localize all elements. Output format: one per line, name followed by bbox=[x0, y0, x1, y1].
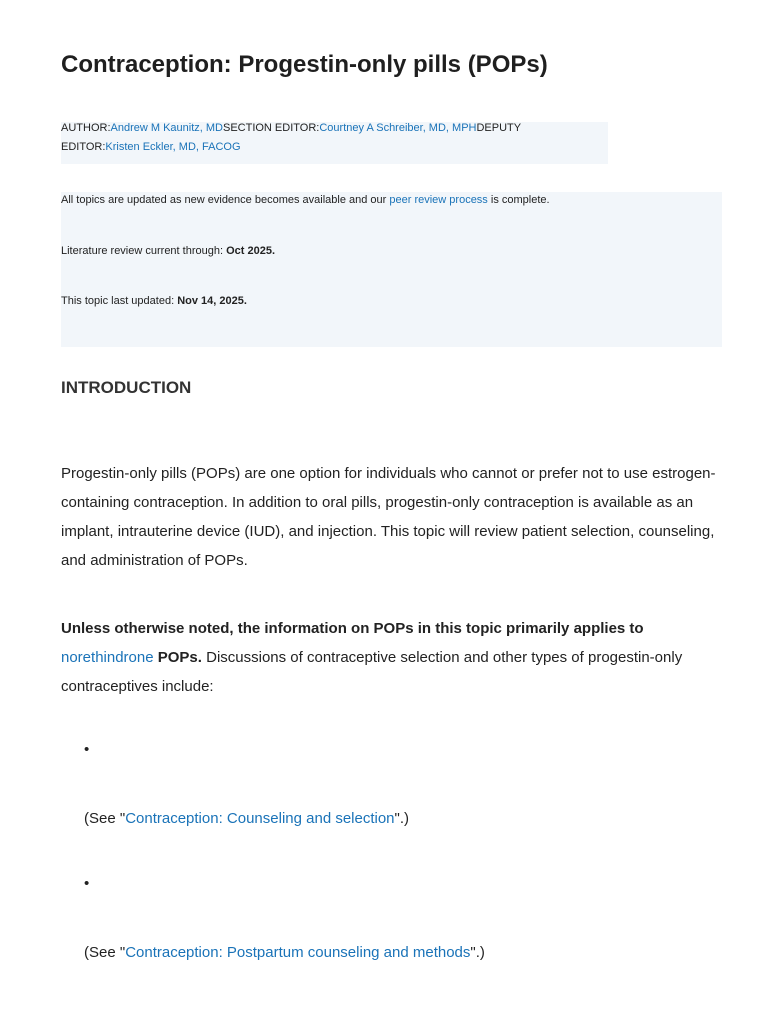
scope-note-rest: Discussions of contraceptive selection and other types of progestin-only contraceptives include: bbox=[61, 649, 683, 695]
see-pre: (See " bbox=[84, 944, 126, 961]
author-link[interactable]: Andrew M Kaunitz, MD bbox=[110, 122, 223, 134]
see-post: ".) bbox=[470, 944, 485, 961]
update-policy-text bbox=[61, 194, 550, 206]
deputy-editor-label: DEPUTY bbox=[476, 122, 522, 134]
last-updated-label: This topic last updated: bbox=[61, 295, 178, 307]
peer-review-link[interactable]: peer review process bbox=[389, 194, 488, 206]
scope-note-paragraph bbox=[61, 614, 723, 701]
author-label: AUTHOR: bbox=[61, 122, 111, 134]
deputy-editor-link[interactable]: Kristen Eckler, MD, FACOG bbox=[105, 141, 241, 153]
bullet-marker: • bbox=[84, 741, 90, 758]
update-info-block bbox=[61, 192, 722, 347]
see-pre: (See " bbox=[84, 810, 126, 827]
scope-note-bold-tail: POPs. bbox=[153, 649, 202, 666]
update-policy-pre: All topics are updated as new evidence becomes available and our bbox=[61, 194, 390, 206]
see-reference-1 bbox=[84, 810, 409, 827]
section-heading-introduction: INTRODUCTION bbox=[61, 378, 192, 397]
see-reference-2 bbox=[84, 944, 485, 961]
author-line-1 bbox=[61, 119, 521, 138]
author-block bbox=[61, 122, 608, 164]
bullet-marker: • bbox=[84, 875, 90, 892]
update-policy-post: is complete. bbox=[487, 194, 550, 206]
scope-note-bold-lead: Unless otherwise noted, the information on POPs in this topic primarily applies to bbox=[61, 620, 644, 637]
intro-paragraph: Progestin-only pills (POPs) are one option for individuals who cannot or prefer not to use estrogen-containing contraception. In addition to oral pills, progestin-only contraception is available as an implant, intrauterine device (IUD), and injection. This topic will review patient selection, counseling, and administration of POPs. bbox=[61, 465, 716, 569]
last-updated-value: Nov 14, 2025. bbox=[177, 295, 247, 307]
literature-review-value: Oct 2025. bbox=[226, 245, 276, 257]
author-line-2 bbox=[61, 138, 241, 157]
section-editor-label: SECTION EDITOR: bbox=[222, 122, 320, 134]
page-title: Contraception: Progestin-only pills (POPs) bbox=[61, 51, 548, 78]
counseling-selection-link[interactable]: Contraception: Counseling and selection bbox=[125, 810, 395, 827]
section-editor-link[interactable]: Courtney A Schreiber, MD, MPH bbox=[319, 122, 477, 134]
see-post: ".) bbox=[394, 810, 410, 827]
literature-review-date bbox=[61, 245, 275, 257]
postpartum-counseling-link[interactable]: Contraception: Postpartum counseling and methods bbox=[125, 944, 471, 961]
last-updated-date bbox=[61, 295, 247, 307]
deputy-editor-label-cont: EDITOR: bbox=[61, 141, 106, 153]
literature-review-label: Literature review current through: bbox=[61, 245, 227, 257]
norethindrone-link[interactable]: norethindrone bbox=[61, 649, 154, 666]
